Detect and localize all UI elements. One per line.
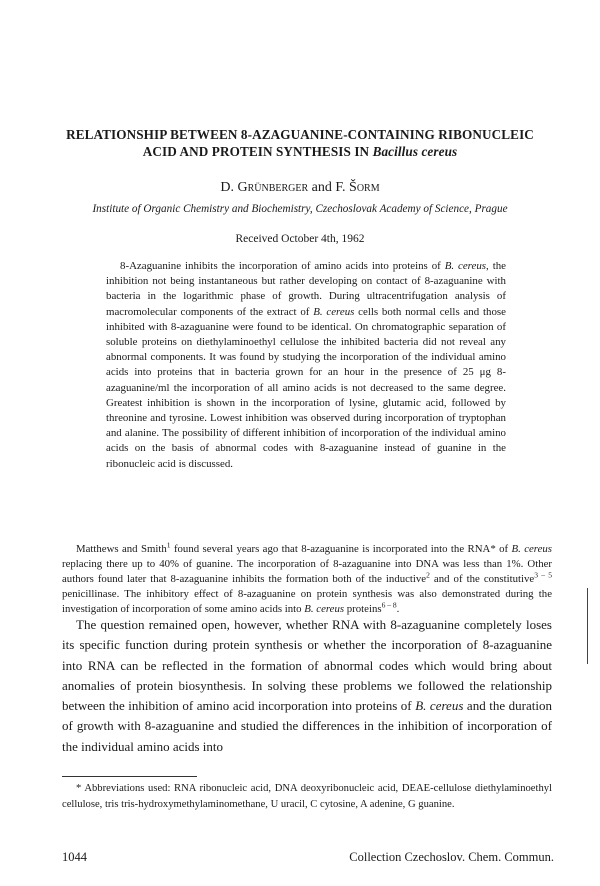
- reference-marker: 3 – 5: [534, 570, 552, 580]
- title-organism: Bacillus cereus: [372, 144, 458, 159]
- affiliation: Institute of Organic Chemistry and Biochemistry, Czechoslovak Academy of Science, Prague: [92, 203, 508, 215]
- author-2-surname: Šorm: [349, 180, 380, 195]
- author-join: and: [308, 180, 336, 195]
- body-paragraph: The question remained open, however, whether RNA with 8-azaguanine completely loses its specific function during protein synthesis or whether the incorporation of 8-azaguanine into RNA can be reflected in the formation of abnormal codes which would bring about anomalies of protein biosynthesis. In solving these problems we followed the relationship between the inhibition of amino acid incorporation into proteins of B. cereus and the duration of growth with 8-azaguanine and studied the differences in the inhibition of incorporation of the individual amino acids into: [62, 617, 552, 754]
- footnote: * Abbreviations used: RNA ribonucleic acid, DNA deoxyribonucleic acid, DEAE-cellulose diethylaminoethyl cellulose, tris tris-hydroxymethylaminomethane, U uracil, C cytosine, A adenine, G guanine.: [62, 783, 552, 810]
- received-date: Received October 4th, 1962: [235, 233, 365, 245]
- author-2-initial: F.: [335, 180, 350, 195]
- abstract: 8-Azaguanine inhibits the incorporation of amino acids into proteins of B. cereus, the inhibition not being instantaneous but rather developing on contact of 8-azaguanine with bacteria in the logarithmic phase of growth. During ultracentrifugation analysis of macromolecular components of the extract of B. cereus cells both normal cells and those inhibited with 8-azaguanine were found to be identical. On chromatographic separation of soluble proteins on diethylaminoethyl cellulose the inhibited bacteria did not reveal any abnormal components. It was found by studying the incorporation of the individual amino acids into proteins that in bacteria grown for an hour in the presence of 25 μg 8-azaguanine/ml the incorporation of all amino acids is not decreased to the same degree. Greatest inhibition is shown in the incorporation of lysine, glutamic acid, followed by threonine and tyrosine. Lowest inhibition was observed during incorporation of tryptophan and alanine. The possibility of different inhibition of incorporation of the individual amino acids on the basis of abnormal codes with 8-azaguanine instead of guanine in the ribonucleic acid is discussed.: [106, 260, 506, 470]
- journal-name: Collection Czechoslov. Chem. Commun.: [349, 850, 554, 864]
- reference-marker: 6 – 8: [381, 600, 397, 610]
- title-line-1: RELATIONSHIP BETWEEN 8-AZAGUANINE-CONTAINING RIBONUCLEIC: [66, 127, 534, 142]
- page-number: 1044: [62, 850, 87, 864]
- author-1-initial: D.: [220, 180, 238, 195]
- reference-marker: 2: [426, 570, 430, 580]
- title-line-2: ACID AND PROTEIN SYNTHESIS IN Bacillus cereus: [142, 144, 458, 159]
- margin-mark: [587, 588, 588, 664]
- intro-paragraph: Matthews and Smith$^1$ found several years ago that 8-azaguanine is incorporated into the RNA* of B. cereus replacing there up to 40% of guanine. The incorporation of 8-azaguanine into DNA was less than 1%. Other authors found later that 8-azaguanine inhibits the formation both of the inductive$^2$ and of the constitutive$^{3 - 5}$ penicillinase. The inhibitory effect of 8-azaguanine on protein synthesis was also demonstrated during the investigation of incorporation of some amino acids into B. cereus proteins$^{6 - 8}$.: [62, 540, 552, 615]
- article-title: [20, 126, 580, 160]
- reference-marker: 1: [166, 540, 171, 550]
- author-1-surname: Grünberger: [237, 180, 309, 195]
- footnote-rule: [62, 776, 197, 777]
- author-line: [0, 180, 600, 196]
